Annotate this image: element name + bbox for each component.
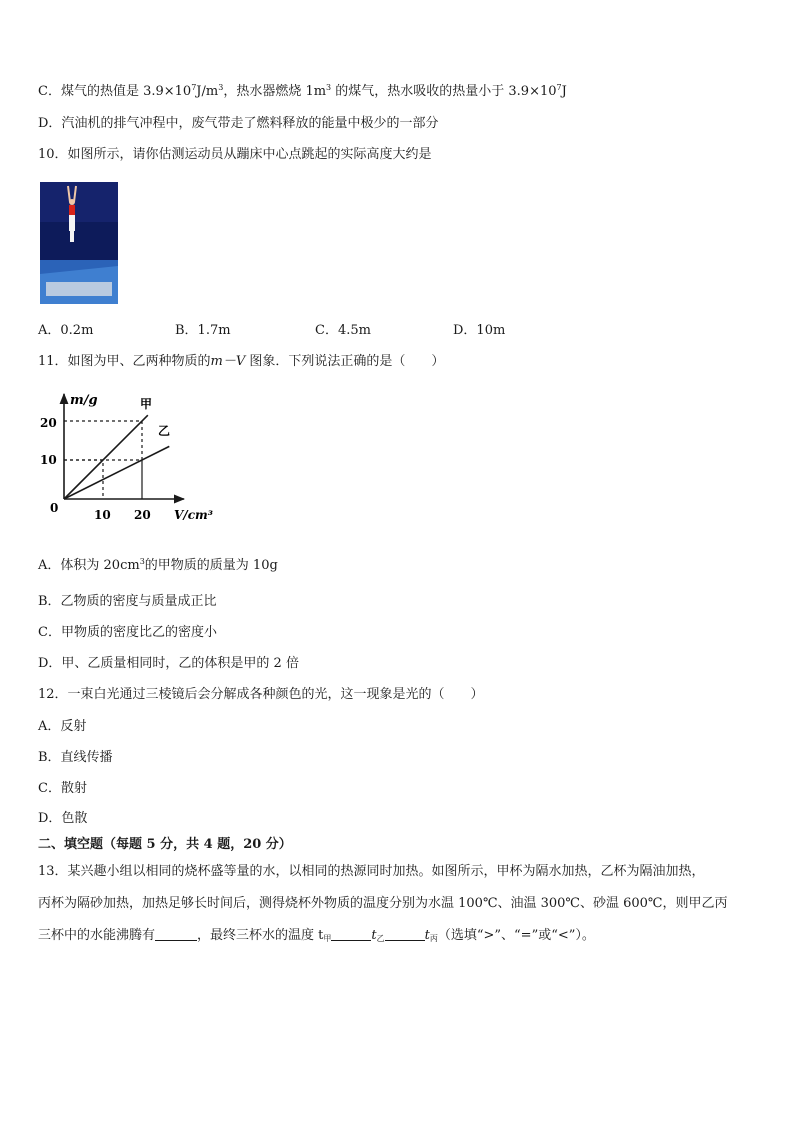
q11-stem [38, 353, 444, 371]
q10-option-d: D．10m [453, 323, 506, 338]
formula: m－V [210, 354, 246, 369]
exponent: 7 [556, 83, 562, 92]
q11-option-b: B．乙物质的密度与质量成正比 [38, 594, 217, 609]
q12-stem: 12．一束白光通过三棱镜后会分解成各种颜色的光，这一现象是光的（ ） [38, 687, 484, 702]
q11-option-d: D．甲、乙质量相同时，乙的体积是甲的 2 倍 [38, 656, 299, 671]
exponent: 3 [326, 83, 332, 92]
option-text: J [561, 84, 567, 99]
series-label-yi: 乙 [158, 424, 171, 438]
q12-option-b: B．直线传播 [38, 750, 113, 765]
q12-option-a: A．反射 [38, 719, 87, 734]
option-text: 的煤气，热水吸收的热量小于 3.9×10 [331, 84, 557, 99]
answer-blank-2[interactable] [331, 928, 371, 941]
y-axis-label: m/g [70, 393, 98, 408]
y-tick-20: 20 [40, 416, 57, 430]
option-value: 10g [252, 558, 278, 573]
trampoline-photo [40, 182, 118, 304]
option-text: 汽油机的排气冲程中，废气带走了燃料释放的能量中极少的一部分 [61, 116, 439, 131]
option-text: A．体积为 [38, 558, 104, 573]
mass-volume-graph [36, 386, 226, 526]
q10-option-c: C．4.5m [315, 323, 371, 338]
series-line-jia [64, 415, 148, 499]
q11-option-c: C．甲物质的密度比乙的密度小 [38, 625, 217, 640]
option-text: 的甲物质的质量为 [144, 558, 253, 573]
exponent: 3 [139, 557, 145, 566]
option-label: C． [38, 84, 61, 99]
exponent: 3 [218, 83, 224, 92]
q13-text: （选填“>”、“=”或“<”）。 [437, 928, 595, 943]
option-value: 20cm [103, 558, 140, 573]
q11-option-a [38, 557, 278, 575]
q13-line-3 [38, 927, 595, 945]
x-axis-label: V/cm³ [174, 508, 213, 522]
q10-option-b: B．1.7m [175, 323, 231, 338]
subscript: 乙 [376, 934, 385, 943]
answer-blank-3[interactable] [385, 928, 425, 941]
series-line-yi [64, 446, 169, 499]
option-text: ，热水器燃烧 1m [223, 84, 327, 99]
q12-option-c: C．散射 [38, 781, 87, 796]
q9-option-d [38, 115, 438, 133]
stem-text: 图象．下列说法正确的是（ ） [245, 354, 445, 369]
option-text: J/m [196, 84, 219, 99]
q10-stem: 10．如图所示，请你估测运动员从蹦床中心点跳起的实际高度大约是 [38, 147, 432, 162]
option-label: D． [38, 116, 62, 131]
q10-option-a: A．0.2m [38, 323, 94, 338]
y-tick-10: 10 [40, 453, 57, 467]
q13-text: ，最终三杯水的温度 t [197, 928, 324, 943]
q9-option-c [38, 83, 567, 101]
temp-symbol: t [371, 928, 377, 943]
subscript: 甲 [323, 934, 332, 943]
section-title: 二、填空题（每题 5 分，共 4 题，20 分） [38, 837, 292, 852]
subscript: 丙 [429, 934, 438, 943]
origin-label: 0 [50, 501, 59, 515]
q13-line-2: 丙杯为隔砂加热，加热足够长时间后，测得烧杯外物质的温度分别为水温 100℃、油温 300℃、砂温 600℃，则甲乙丙 [38, 896, 728, 911]
q13-line-1: 13．某兴趣小组以相同的烧杯盛等量的水，以相同的热源同时加热。如图所示，甲杯为隔水加热，乙杯为隔油加热， [38, 864, 705, 879]
x-tick-10: 10 [94, 508, 111, 522]
q12-option-d: D．色散 [38, 811, 88, 826]
x-tick-20: 20 [134, 508, 151, 522]
temp-symbol: t [424, 928, 430, 943]
stem-text: 11．如图为甲、乙两种物质的 [38, 354, 211, 369]
option-text: 煤气的热值是 3.9×10 [60, 84, 192, 99]
answer-blank-1[interactable] [155, 928, 197, 941]
exponent: 7 [191, 83, 197, 92]
q13-text: 三杯中的水能沸腾有 [38, 928, 156, 943]
series-label-jia: 甲 [140, 397, 153, 411]
